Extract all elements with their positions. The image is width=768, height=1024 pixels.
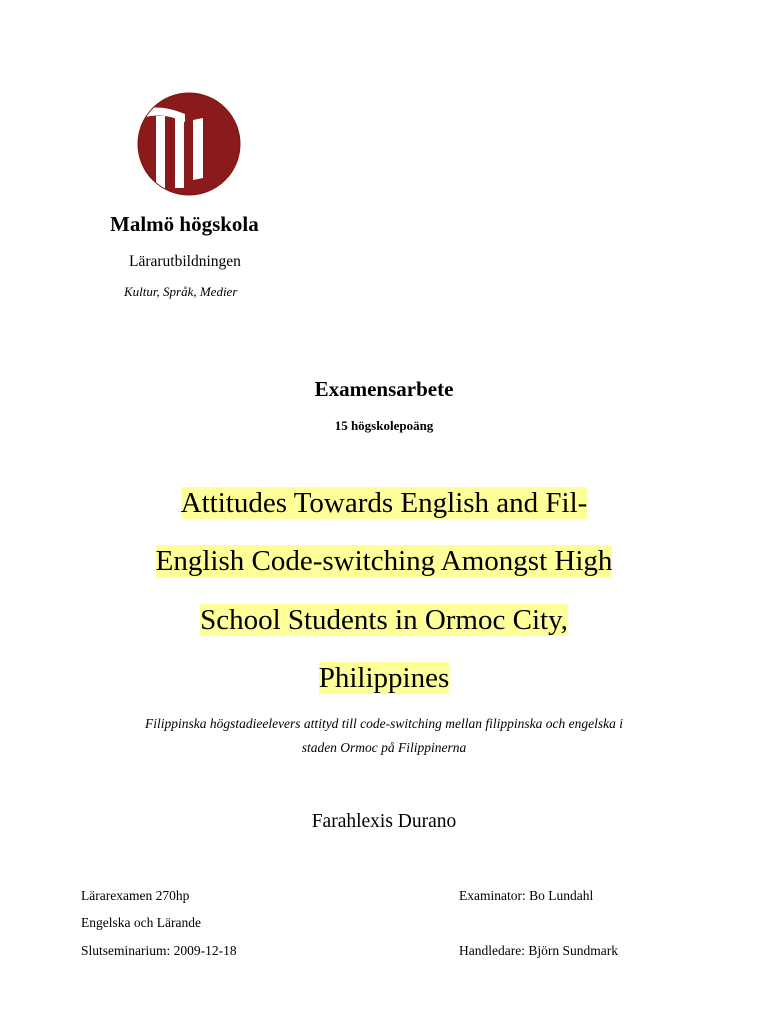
- title-text: English Code-switching Amongst High: [155, 545, 613, 577]
- title-text: Philippines: [318, 662, 450, 694]
- institution-name: Malmö högskola: [110, 212, 259, 236]
- malmo-hogskola-logo-icon: [137, 92, 241, 196]
- author-name: Farahlexis Durano: [311, 811, 457, 832]
- title-text: School Students in Ormoc City,: [200, 604, 568, 636]
- degree: Lärarexamen 270hp: [81, 888, 190, 903]
- title-text: Attitudes Towards English and Fil-: [180, 487, 588, 519]
- thesis-title-line-4: [0, 660, 768, 696]
- department-name: Lärarutbildningen: [129, 253, 241, 270]
- thesis-title-line-3: [0, 602, 768, 638]
- thesis-title-line-1: [0, 485, 768, 521]
- subtitle-line-1: Filippinska högstadieelevers attityd till code-switching mellan filippinska och engelska i: [144, 716, 624, 731]
- subject: Engelska och Lärande: [81, 915, 201, 930]
- document-type: Examensarbete: [314, 377, 454, 401]
- seminar-date: Slutseminarium: 2009-12-18: [81, 943, 237, 958]
- thesis-title-line-2: [0, 543, 768, 579]
- examiner: Examinator: Bo Lundahl: [459, 888, 594, 903]
- subtitle-line-2: staden Ormoc på Filippinerna: [301, 740, 467, 755]
- supervisor: Handledare: Björn Sundmark: [459, 943, 618, 958]
- swedish-subtitle: [0, 712, 768, 760]
- subdepartment-name: Kultur, Språk, Medier: [124, 284, 238, 299]
- credits: 15 högskolepoäng: [334, 418, 434, 433]
